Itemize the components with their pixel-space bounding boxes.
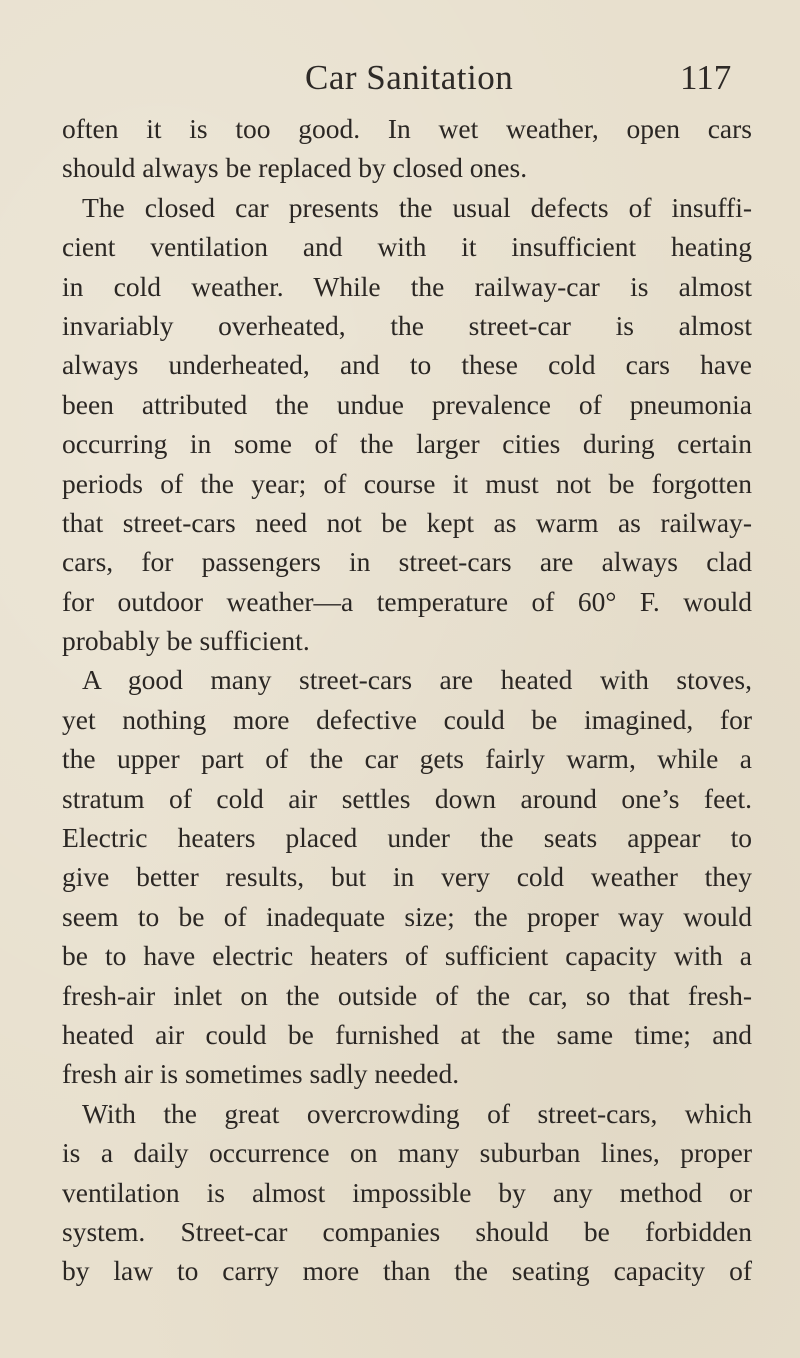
text-line: heated air could be furnished at the same time; and xyxy=(62,1018,752,1050)
text-line: be to have electric heaters of sufficient capacity with a xyxy=(62,940,752,972)
text-line: yet nothing more defective could be imagined, for xyxy=(62,703,752,735)
text-line: stratum of cold air settles down around one’s feet. xyxy=(62,782,752,814)
text-line: ventilation is almost impossible by any method or xyxy=(62,1176,752,1208)
text-line: should always be replaced by closed ones. xyxy=(62,152,528,184)
text-line: With the great overcrowding of street-cars, which xyxy=(82,1097,752,1129)
text-line: seem to be of inadequate size; the proper way would xyxy=(62,900,752,932)
body-text xyxy=(62,109,752,1291)
text-line: always underheated, and to these cold cars have xyxy=(62,349,752,381)
text-line: been attributed the undue prevalence of pneumonia xyxy=(62,388,752,420)
text-line: occurring in some of the larger cities during certain xyxy=(62,428,752,460)
running-title: Car Sanitation xyxy=(305,58,514,97)
page-number: 117 xyxy=(680,58,732,97)
text-line: for outdoor weather—a temperature of 60° F. would xyxy=(62,585,752,617)
text-line: invariably overheated, the street-car is almost xyxy=(62,309,752,341)
text-line: by law to carry more than the seating capacity of xyxy=(62,1255,752,1287)
text-line: give better results, but in very cold weather they xyxy=(62,861,752,893)
text-line: system. Street-car companies should be forbidden xyxy=(62,1215,752,1247)
text-line: periods of the year; of course it must not be forgotten xyxy=(62,467,752,499)
text-line: Electric heaters placed under the seats appear to xyxy=(62,822,752,854)
text-line: The closed car presents the usual defects of insuffi- xyxy=(82,191,752,223)
page-header xyxy=(0,58,800,108)
text-line: that street-cars need not be kept as warm as railway- xyxy=(62,506,752,538)
text-line: is a daily occurrence on many suburban lines, proper xyxy=(62,1137,752,1169)
text-line: fresh air is sometimes sadly needed. xyxy=(62,1058,460,1090)
text-line: the upper part of the car gets fairly warm, while a xyxy=(62,743,752,775)
text-line: often it is too good. In wet weather, open cars xyxy=(62,113,752,144)
text-line: A good many street-cars are heated with stoves, xyxy=(82,664,752,696)
text-line: fresh-air inlet on the outside of the car, so that fresh- xyxy=(62,979,752,1011)
text-line: in cold weather. While the railway-car is almost xyxy=(62,270,752,302)
text-line: cars, for passengers in street-cars are always clad xyxy=(62,546,752,578)
text-line: probably be sufficient. xyxy=(62,625,310,657)
text-line: cient ventilation and with it insufficient heating xyxy=(62,231,752,263)
